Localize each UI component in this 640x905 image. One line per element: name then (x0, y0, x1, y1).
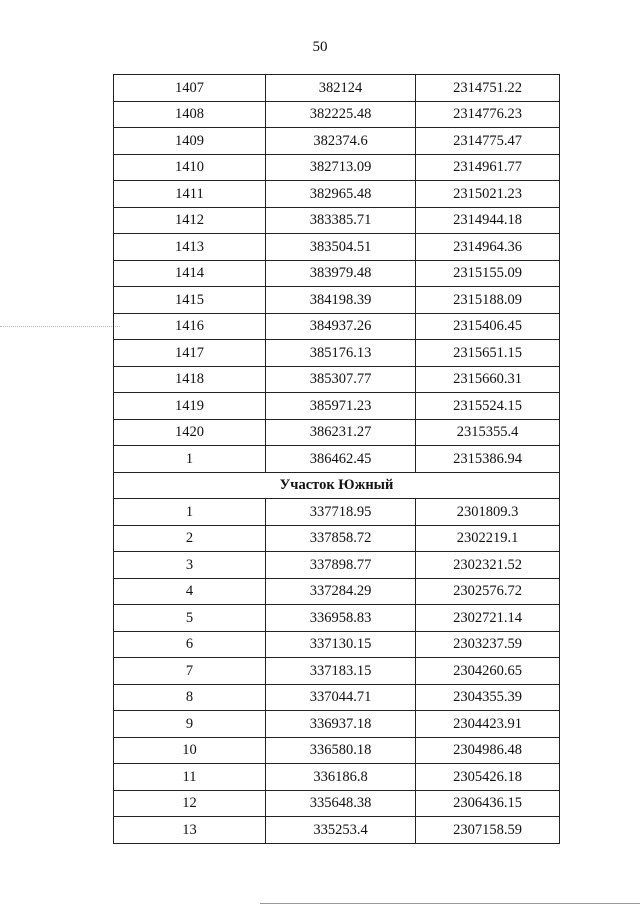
x-coordinate-cell: 383979.48 (266, 260, 416, 287)
x-coordinate-cell: 337718.95 (266, 499, 416, 526)
table-row (114, 790, 560, 817)
section-row (114, 472, 560, 499)
table-row (114, 446, 560, 473)
y-coordinate-cell: 2315155.09 (416, 260, 560, 287)
point-number-cell: 2 (114, 525, 266, 552)
x-coordinate-cell: 386231.27 (266, 419, 416, 446)
y-coordinate-cell: 2314964.36 (416, 234, 560, 261)
table-row (114, 817, 560, 844)
point-number-cell: 1414 (114, 260, 266, 287)
table-row (114, 366, 560, 393)
table-row (114, 764, 560, 791)
table-row (114, 737, 560, 764)
table-row (114, 260, 560, 287)
table-row (114, 605, 560, 632)
point-number-cell: 12 (114, 790, 266, 817)
y-coordinate-cell: 2314775.47 (416, 128, 560, 155)
table-row (114, 684, 560, 711)
table-row (114, 207, 560, 234)
table-row (114, 419, 560, 446)
x-coordinate-cell: 383385.71 (266, 207, 416, 234)
y-coordinate-cell: 2315021.23 (416, 181, 560, 208)
point-number-cell: 1408 (114, 101, 266, 128)
x-coordinate-cell: 382713.09 (266, 154, 416, 181)
point-number-cell: 1 (114, 499, 266, 526)
table-body-part1 (114, 75, 560, 473)
y-coordinate-cell: 2314944.18 (416, 207, 560, 234)
table-row (114, 525, 560, 552)
point-number-cell: 1413 (114, 234, 266, 261)
section-title: Участок Южный (114, 472, 560, 499)
y-coordinate-cell: 2314751.22 (416, 75, 560, 102)
x-coordinate-cell: 385307.77 (266, 366, 416, 393)
point-number-cell: 8 (114, 684, 266, 711)
point-number-cell: 1412 (114, 207, 266, 234)
table-row (114, 234, 560, 261)
y-coordinate-cell: 2315524.15 (416, 393, 560, 420)
x-coordinate-cell: 337858.72 (266, 525, 416, 552)
point-number-cell: 1419 (114, 393, 266, 420)
y-coordinate-cell: 2304986.48 (416, 737, 560, 764)
point-number-cell: 1409 (114, 128, 266, 155)
x-coordinate-cell: 337898.77 (266, 552, 416, 579)
point-number-cell: 1 (114, 446, 266, 473)
table-body-part2 (114, 499, 560, 844)
x-coordinate-cell: 337044.71 (266, 684, 416, 711)
x-coordinate-cell: 336186.8 (266, 764, 416, 791)
y-coordinate-cell: 2307158.59 (416, 817, 560, 844)
x-coordinate-cell: 337284.29 (266, 578, 416, 605)
point-number-cell: 11 (114, 764, 266, 791)
y-coordinate-cell: 2315651.15 (416, 340, 560, 367)
x-coordinate-cell: 386462.45 (266, 446, 416, 473)
y-coordinate-cell: 2314776.23 (416, 101, 560, 128)
x-coordinate-cell: 382965.48 (266, 181, 416, 208)
x-coordinate-cell: 335253.4 (266, 817, 416, 844)
table-row (114, 181, 560, 208)
point-number-cell: 9 (114, 711, 266, 738)
y-coordinate-cell: 2315355.4 (416, 419, 560, 446)
table-row (114, 578, 560, 605)
table-row (114, 499, 560, 526)
y-coordinate-cell: 2315660.31 (416, 366, 560, 393)
table-row (114, 552, 560, 579)
point-number-cell: 13 (114, 817, 266, 844)
y-coordinate-cell: 2315188.09 (416, 287, 560, 314)
table-row (114, 313, 560, 340)
x-coordinate-cell: 382124 (266, 75, 416, 102)
x-coordinate-cell: 384198.39 (266, 287, 416, 314)
y-coordinate-cell: 2315406.45 (416, 313, 560, 340)
page-bottom-edge (260, 903, 640, 904)
y-coordinate-cell: 2306436.15 (416, 790, 560, 817)
point-number-cell: 1417 (114, 340, 266, 367)
coordinates-table (113, 74, 560, 844)
table-row (114, 128, 560, 155)
x-coordinate-cell: 336580.18 (266, 737, 416, 764)
x-coordinate-cell: 337130.15 (266, 631, 416, 658)
page-number: 50 (312, 39, 328, 55)
point-number-cell: 1418 (114, 366, 266, 393)
y-coordinate-cell: 2305426.18 (416, 764, 560, 791)
point-number-cell: 3 (114, 552, 266, 579)
y-coordinate-cell: 2303237.59 (416, 631, 560, 658)
y-coordinate-cell: 2301809.3 (416, 499, 560, 526)
point-number-cell: 4 (114, 578, 266, 605)
point-number-cell: 10 (114, 737, 266, 764)
table-row (114, 631, 560, 658)
table-row (114, 154, 560, 181)
x-coordinate-cell: 336937.18 (266, 711, 416, 738)
x-coordinate-cell: 336958.83 (266, 605, 416, 632)
point-number-cell: 7 (114, 658, 266, 685)
point-number-cell: 1416 (114, 313, 266, 340)
x-coordinate-cell: 383504.51 (266, 234, 416, 261)
point-number-cell: 1407 (114, 75, 266, 102)
point-number-cell: 6 (114, 631, 266, 658)
x-coordinate-cell: 382374.6 (266, 128, 416, 155)
table-row (114, 101, 560, 128)
y-coordinate-cell: 2315386.94 (416, 446, 560, 473)
table-row (114, 75, 560, 102)
point-number-cell: 1420 (114, 419, 266, 446)
y-coordinate-cell: 2304423.91 (416, 711, 560, 738)
y-coordinate-cell: 2302219.1 (416, 525, 560, 552)
y-coordinate-cell: 2304355.39 (416, 684, 560, 711)
table-row (114, 287, 560, 314)
x-coordinate-cell: 385176.13 (266, 340, 416, 367)
x-coordinate-cell: 385971.23 (266, 393, 416, 420)
table-row (114, 711, 560, 738)
y-coordinate-cell: 2304260.65 (416, 658, 560, 685)
y-coordinate-cell: 2302721.14 (416, 605, 560, 632)
point-number-cell: 1410 (114, 154, 266, 181)
x-coordinate-cell: 335648.38 (266, 790, 416, 817)
section-header-body (114, 472, 560, 499)
table-row (114, 658, 560, 685)
x-coordinate-cell: 384937.26 (266, 313, 416, 340)
x-coordinate-cell: 337183.15 (266, 658, 416, 685)
y-coordinate-cell: 2302321.52 (416, 552, 560, 579)
table-row (114, 340, 560, 367)
y-coordinate-cell: 2314961.77 (416, 154, 560, 181)
point-number-cell: 1415 (114, 287, 266, 314)
scan-artifact (0, 326, 120, 328)
point-number-cell: 1411 (114, 181, 266, 208)
point-number-cell: 5 (114, 605, 266, 632)
y-coordinate-cell: 2302576.72 (416, 578, 560, 605)
table-row (114, 393, 560, 420)
x-coordinate-cell: 382225.48 (266, 101, 416, 128)
